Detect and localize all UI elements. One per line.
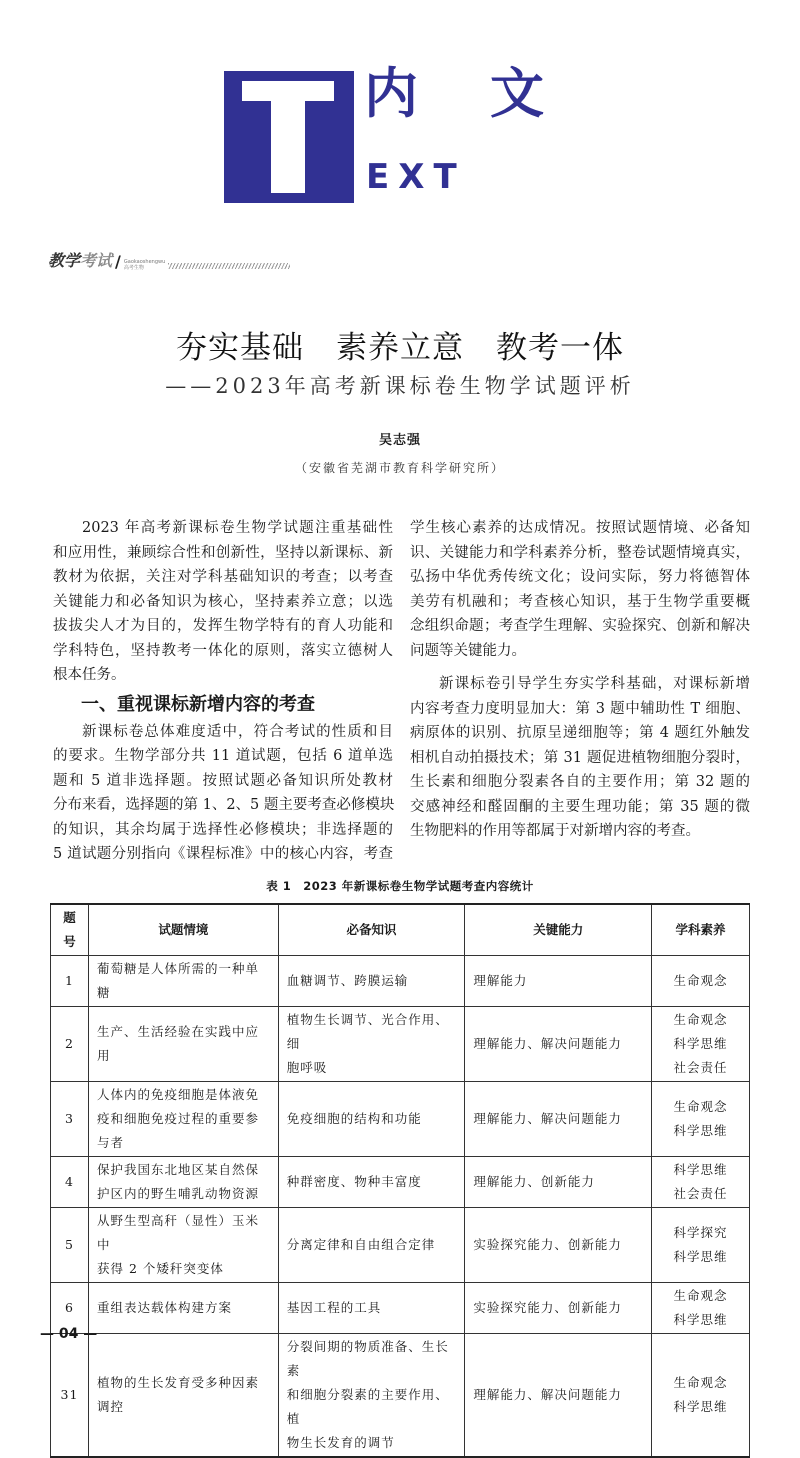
text-line: 新课标卷总体难度适中，符合考试的性质和目 [82,723,393,740]
cell-knowledge: 血糖调节、跨膜运输 [278,956,465,1007]
cell-question-no: 6 [51,1283,89,1334]
cell-question-no: 3 [51,1082,89,1157]
section-tag-en: Gaokaoshengwu [123,259,166,265]
body-column-right [410,516,750,844]
text-line: 拔拔尖人才为目的，发挥生物学特有的育人功能和 [53,618,393,634]
section-heading: 一、重视课标新增内容的考查 [81,693,315,715]
text-line: 相机自动拍摄技术；第 31 题促进植物细胞分裂时， [410,749,750,766]
text-line: 5 道试题分别指向《课程标准》中的核心内容，考查 [53,846,393,862]
cell-ability: 实验探究能力、创新能力 [465,1283,652,1334]
table-row [51,1007,750,1082]
text-line: 题和 5 道非选择题。按照试题必备知识所处教材 [53,772,393,789]
header-context: 试题情境 [88,904,278,956]
cell-question-no: 1 [51,956,89,1007]
text-line: 新课标卷引导学生夯实学科基础，对课标新增 [439,676,750,692]
cell-literacy: 生命观念 科学思维 [652,1283,750,1334]
logo-t-stem [271,81,305,193]
text-line: 识、关键能力和学科素养分析，整卷试题情境真实， [410,544,750,561]
content-stats-table [50,903,750,1458]
table-row [51,1283,750,1334]
text-line: 内容考查力度明显加大：第 3 题中辅助性 T 细胞、 [410,700,750,717]
cell-literacy: 生命观念 科学思维 [652,1334,750,1458]
table-row [51,1208,750,1283]
paragraph [410,516,750,663]
cell-context: 植物的生长发育受多种因素 调控 [88,1334,278,1458]
text-line: 弘扬中华优秀传统文化；设问实际，努力将德智体 [410,569,750,585]
cell-context: 生产、生活经验在实践中应用 [88,1007,278,1082]
text-line: 美劳有机融和；考查核心知识，基于生物学重要概 [410,593,750,610]
author-affiliation: （安徽省芜湖市教育科学研究所） [294,461,505,475]
cell-ability: 理解能力、解决问题能力 [465,1082,652,1157]
header-ext: EXT [366,157,466,197]
cell-ability: 理解能力 [465,956,652,1007]
text-line: 2023 年高考新课标卷生物学试题注重基础性 [82,520,393,536]
cell-ability: 实验探究能力、创新能力 [465,1208,652,1283]
section-tag-dark: 教学 [48,251,81,270]
cell-literacy: 生命观念 [652,956,750,1007]
table-row [51,1082,750,1157]
text-line: 的知识，其余均属于选择性必修模块；非选择题的 [53,821,393,838]
cell-knowledge: 基因工程的工具 [278,1283,465,1334]
header-question-no: 题号 [51,904,89,956]
text-line: 关键能力和必备知识为核心，坚持素养立意；以选 [53,593,393,610]
text-line: 分布来看，选择题的第 1、2、5 题主要考查必修模块 [53,797,395,813]
table-row [51,1157,750,1208]
text-logo-block [224,71,354,203]
cell-context: 重组表达载体构建方案 [88,1283,278,1334]
page-number: — 04 — [40,1326,98,1342]
cell-ability: 理解能力、解决问题能力 [465,1007,652,1082]
header-cn-char-2: 文 [490,62,544,125]
cell-literacy: 生命观念 科学思维 社会责任 [652,1007,750,1082]
cell-question-no: 31 [51,1334,89,1458]
text-line: 学科特色，坚持教考一体化的原则，落实立德树人 [53,642,393,659]
section-tag-subtitle [124,259,165,271]
section-tag-slash: / [115,252,121,271]
header-cn-char-1: 内 [364,62,418,125]
cell-context: 保护我国东北地区某自然保 护区内的野生哺乳动物资源 [88,1157,278,1208]
section-tag [48,248,290,271]
cell-ability: 理解能力、解决问题能力 [465,1334,652,1458]
text-line: 的要求。生物学部分共 11 道试题，包括 6 道单选 [53,748,393,764]
cell-knowledge: 分离定律和自由组合定律 [278,1208,465,1283]
cell-knowledge: 种群密度、物种丰富度 [278,1157,465,1208]
cell-ability: 理解能力、创新能力 [465,1157,652,1208]
table-header-row [51,904,750,956]
table-caption: 表 1 2023 年新课标卷生物学试题考查内容统计 [266,879,534,893]
text-line: 病原体的识别、抗原呈递细胞等；第 4 题红外触发 [410,725,750,741]
text-line: 教材为依据，关注对学科基础知识的考查；以考查 [53,569,393,585]
text-line: 学生核心素养的达成情况。按照试题情境、必备知 [410,520,750,536]
table-row [51,1334,750,1458]
cell-question-no: 4 [51,1157,89,1208]
text-line: 生长素和细胞分裂素各自的主要作用；第 32 题的 [410,774,750,790]
cell-context: 从野生型高秆（显性）玉米中 获得 2 个矮秆突变体 [88,1208,278,1283]
article-title: 夯实基础 素养立意 教考一体 [176,330,624,366]
cell-context: 人体内的免疫细胞是体液免 疫和细胞免疫过程的重要参 与者 [88,1082,278,1157]
paragraph [53,720,393,867]
text-line: 念组织命题；考查学生理解、实验探究、创新和解决 [410,618,750,634]
cell-literacy: 科学探究 科学思维 [652,1208,750,1283]
table-row [51,956,750,1007]
cell-literacy: 生命观念 科学思维 [652,1082,750,1157]
cell-question-no: 2 [51,1007,89,1082]
article-subtitle: ——2023年高考新课标卷生物学试题评析 [165,374,635,398]
cell-question-no: 5 [51,1208,89,1283]
text-line: 和应用性，兼顾综合性和创新性，坚持以新课标、新 [53,544,393,561]
header-knowledge: 必备知识 [278,904,465,956]
section-tag-cn: 高考生物 [123,265,144,271]
text-line: 生物肥料的作用等都属于对新增内容的考查。 [410,823,700,839]
section-tag-light: 考试 [80,251,113,270]
cell-literacy: 科学思维 社会责任 [652,1157,750,1208]
article-author: 吴志强 [378,433,421,448]
header-ability: 关键能力 [465,904,652,956]
cell-knowledge: 植物生长调节、光合作用、细 胞呼吸 [278,1007,465,1082]
text-line: 问题等关键能力。 [410,642,526,659]
section-tag-hatch [168,263,290,269]
cell-knowledge: 免疫细胞的结构和功能 [278,1082,465,1157]
paragraph [53,516,393,688]
paragraph [410,672,750,844]
text-line: 交感神经和醛固酮的主要生理功能；第 35 题的微 [410,798,750,815]
cell-context: 葡萄糖是人体所需的一种单糖 [88,956,278,1007]
body-column-left [53,516,393,867]
header-literacy: 学科素养 [652,904,750,956]
cell-knowledge: 分裂间期的物质准备、生长素 和细胞分裂素的主要作用、植 物生长发育的调节 [278,1334,465,1458]
text-line: 根本任务。 [53,667,126,683]
